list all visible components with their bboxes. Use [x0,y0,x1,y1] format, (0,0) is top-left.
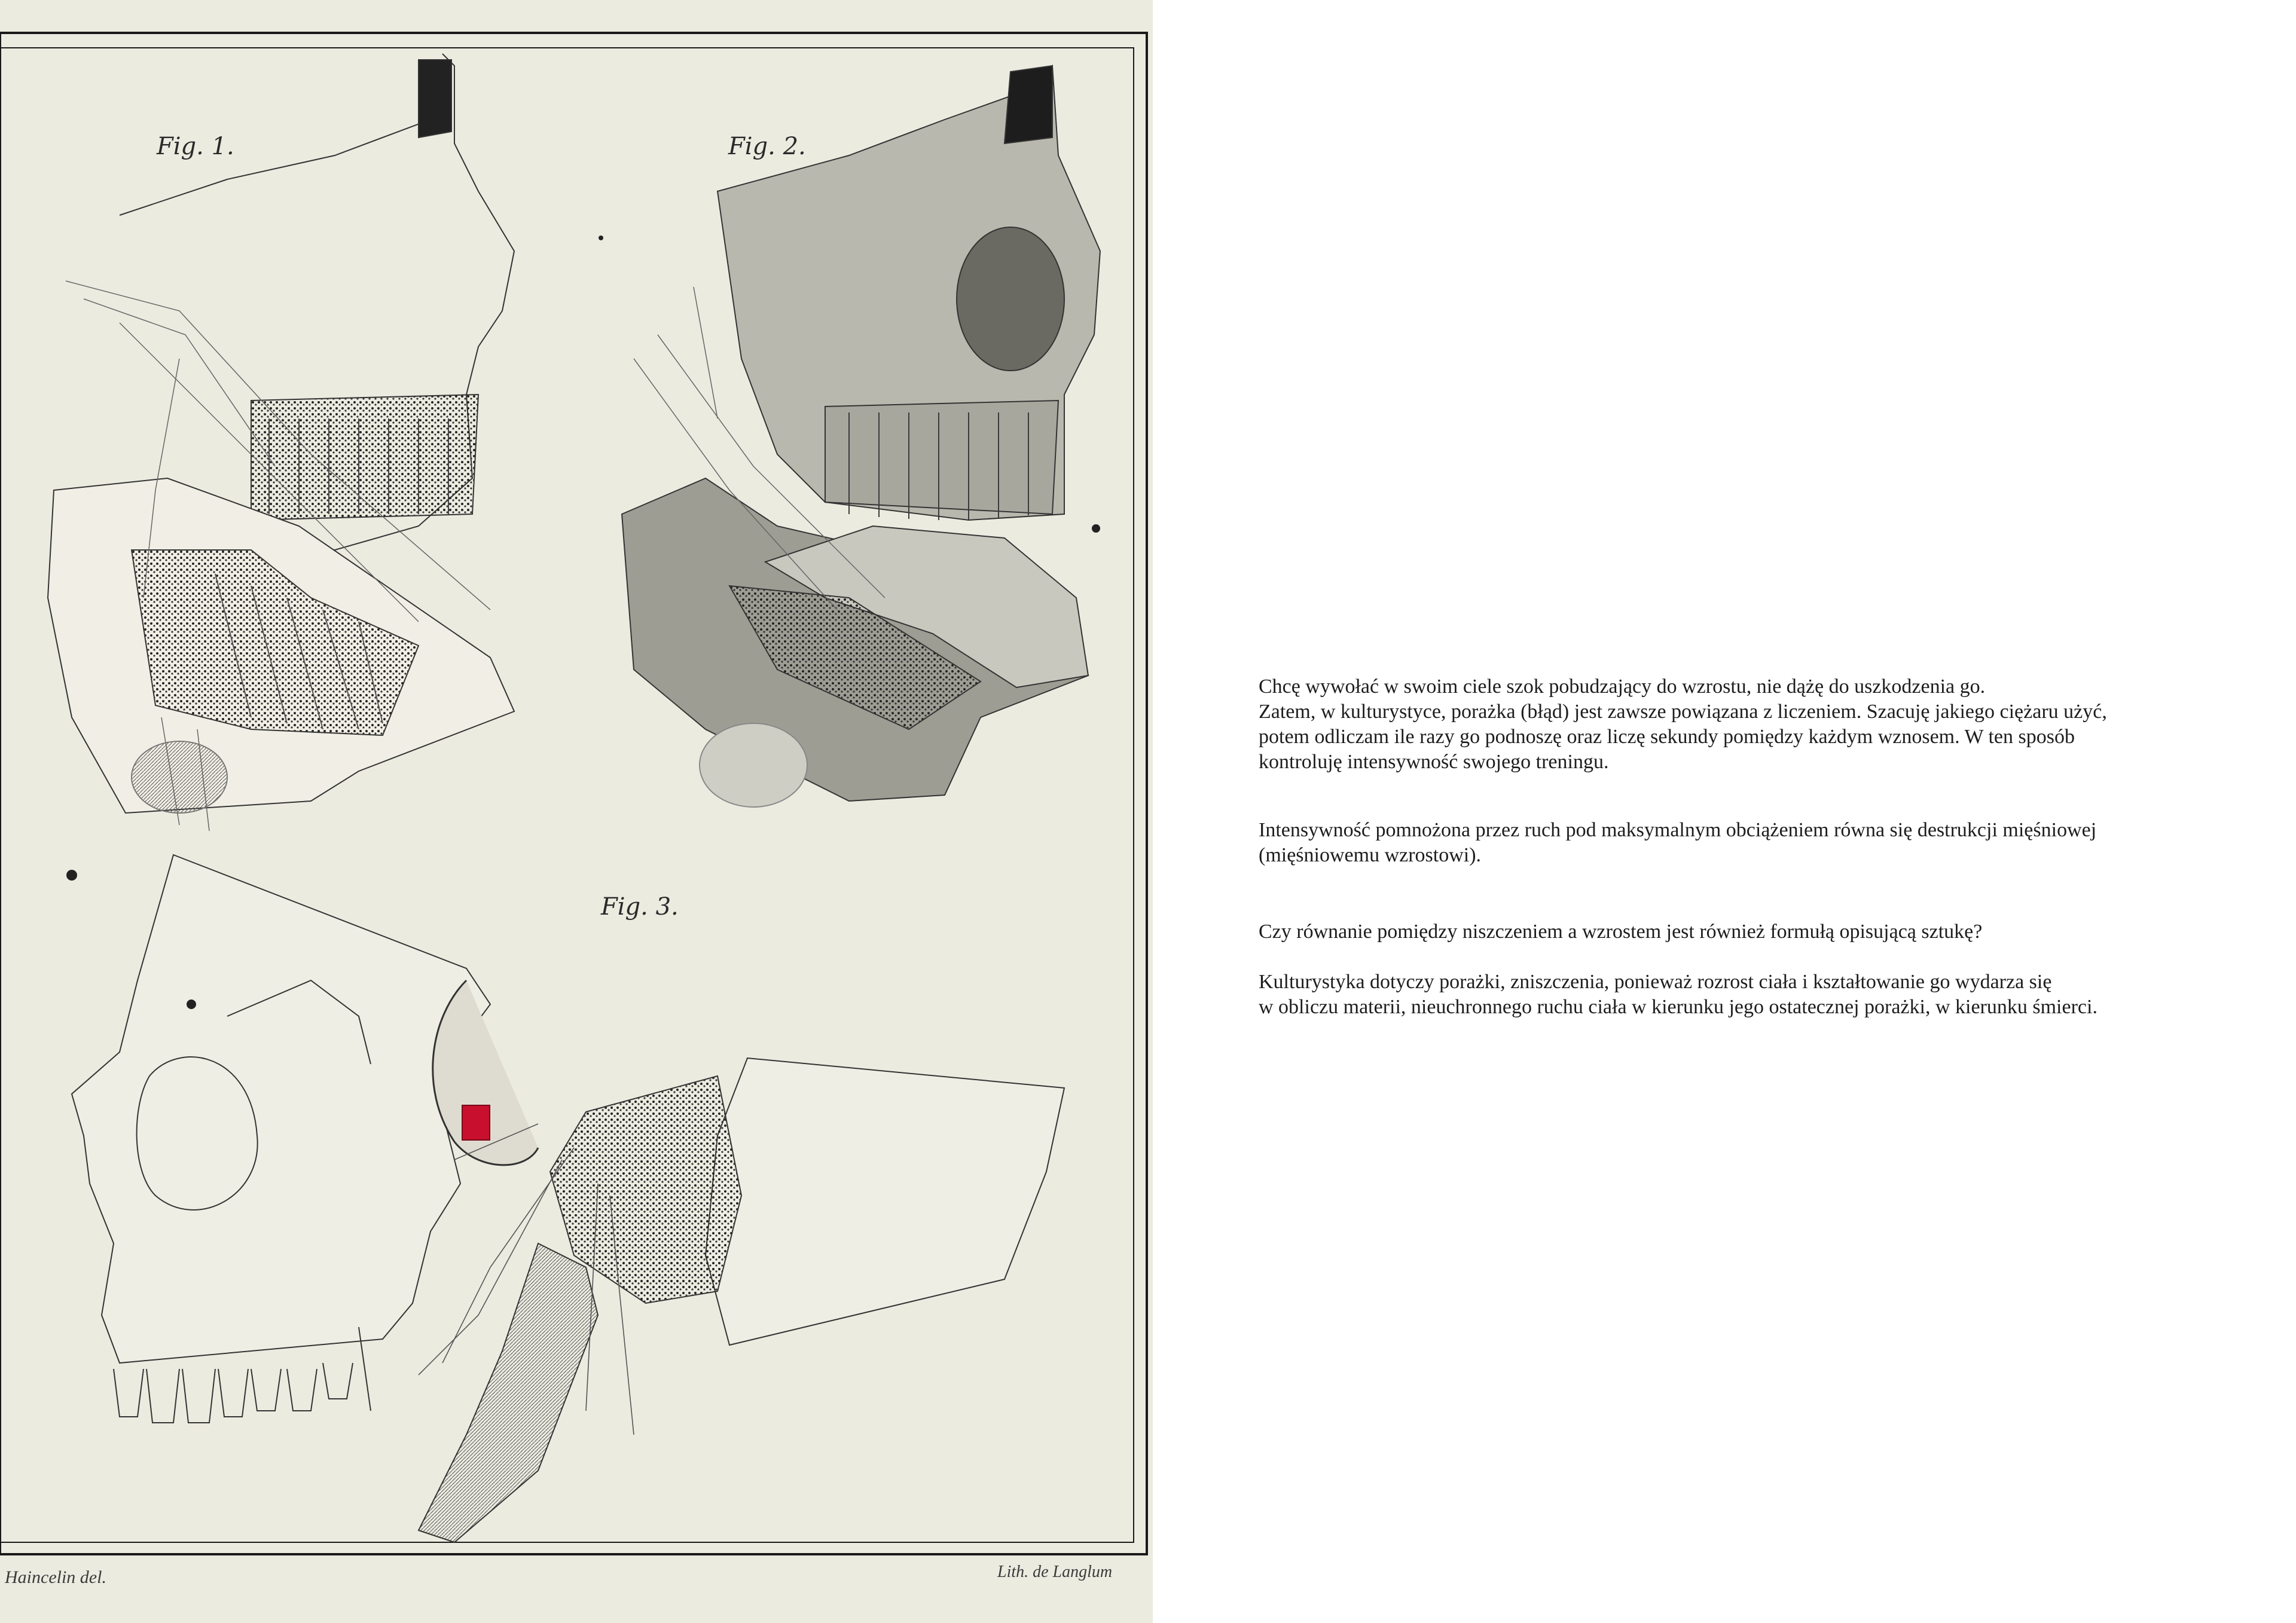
essay-text [1259,674,2227,1020]
paragraph-4-line: Kulturystyka dotyczy porażki, zniszczenia, ponieważ rozrost ciała i kształtowanie go wydarza się [1259,971,2052,993]
paragraph-1-line: kontroluję intensywność swojego treningu. [1259,751,1609,773]
fig2-label: Fig. 2. [728,133,806,160]
paragraph-2-line: Intensywność pomnożona przez ruch pod maksymalnym obciążeniem równa się destrukcji mięśniowej [1259,819,2097,841]
fig2-skull [622,66,1100,807]
paragraph-1-line: Chcę wywołać w swoim ciele szok pobudzający do wzrostu, nie dążę do uszkodzenia go. [1259,676,1986,698]
fig3-label: Fig. 3. [601,893,679,921]
paragraph-1 [1259,674,2227,775]
paragraph-3 [1259,919,2227,945]
paragraph-4-line: w obliczu materii, nieuchronnego ruchu ciała w kierunku jego ostatecznej porażki, w kierunku śmierci. [1259,996,2097,1018]
paragraph-1-line: Zatem, w kulturystyce, porażka (błąd) jest zawsze powiązana z liczeniem. Szacuję jakiego ciężaru użyć, [1259,701,2107,723]
paragraph-1-line: potem odliczam ile razy go podnoszę oraz liczę sekundy pomiędzy każdym wznosem. W ten sposób [1259,726,2075,748]
red-highlight-marker [462,1105,490,1140]
paragraph-2 [1259,818,2227,868]
plate-credit-right: Lith. de Langlum [997,1563,1113,1581]
paragraph-4 [1259,970,2227,1020]
fig1-skull [48,54,514,831]
plate-credit-left: Haincelin del. [5,1567,106,1587]
paragraph-3-line: Czy równanie pomiędzy niszczeniem a wzrostem jest również formułą opisującą sztukę? [1259,921,1983,943]
paragraph-2-line: (mięśniowemu wzrostowi). [1259,844,1482,866]
fig3-skull [72,855,1064,1542]
fig1-label: Fig. 1. [157,133,234,160]
